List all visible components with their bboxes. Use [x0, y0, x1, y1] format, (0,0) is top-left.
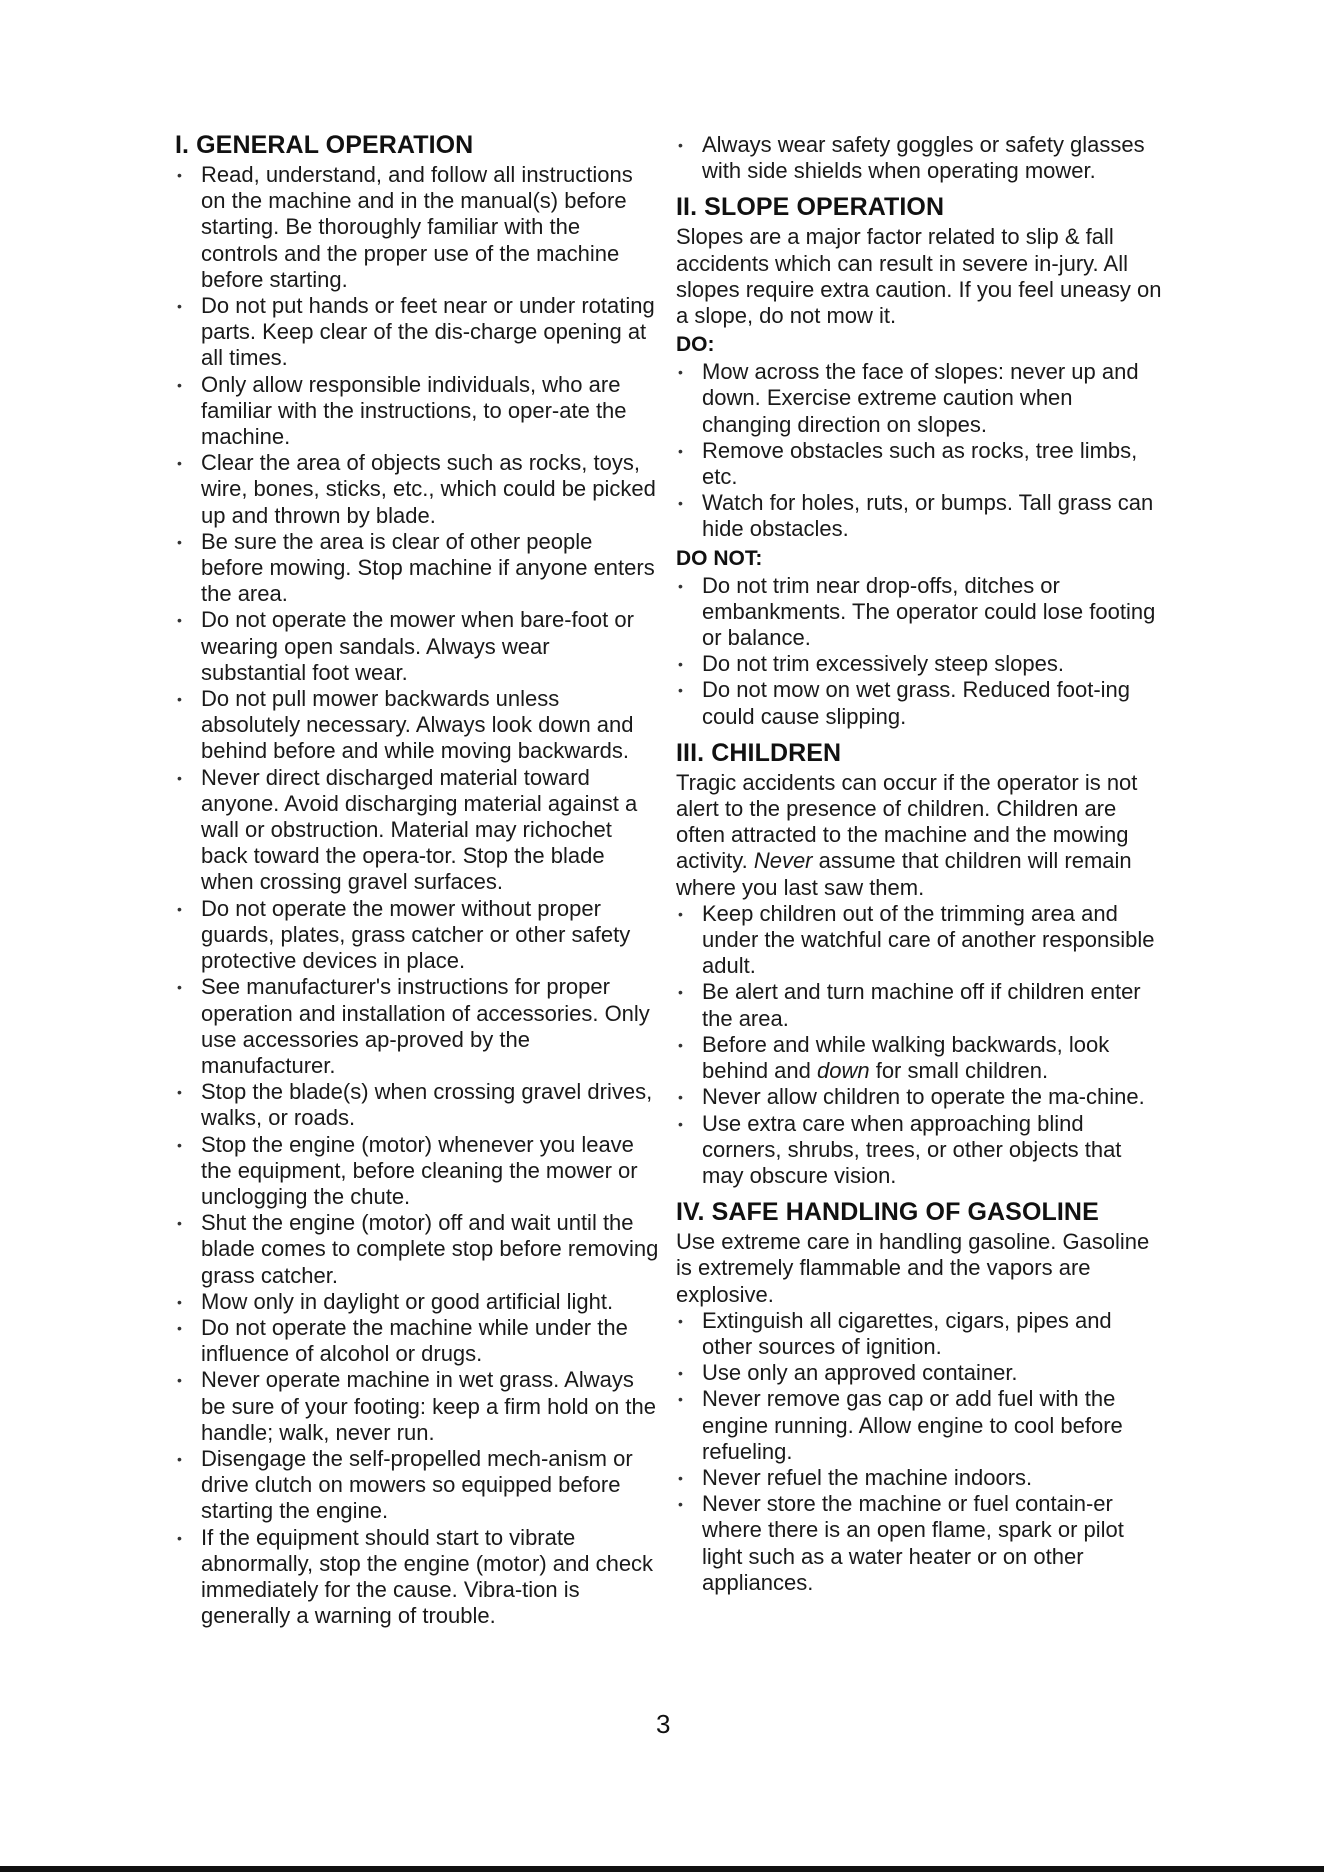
list-item: • Always wear safety goggles or safety glasses with side shields when operating mower.: [676, 132, 1162, 184]
section-heading-children: III. CHILDREN: [676, 738, 842, 767]
list-item: • Stop the blade(s) when crossing gravel drives, walks, or roads.: [175, 1079, 660, 1131]
list-item: • Never store the machine or fuel contain-er where there is an open flame, spark or pilot light such as a water heater or on other appliances.: [676, 1491, 1162, 1596]
section-heading-slope-operation: II. SLOPE OPERATION: [676, 193, 945, 222]
children-intro-text-end: assume that children will remain where you last saw them.: [676, 848, 1132, 900]
children-intro-emphasis: Never: [753, 848, 813, 874]
subheading-do-not: DO NOT:: [676, 546, 763, 570]
gasoline-intro: Use extreme care in handling gasoline. Gasoline is extremely flammable and the vapors are explosive.: [676, 1229, 1150, 1307]
page-number: 3: [656, 1709, 671, 1739]
list-item: • Read, understand, and follow all instructions on the machine and in the manual(s) before starting. Be thoroughly familiar with the controls and the proper use of the machine before starting.: [175, 162, 660, 293]
list-item: • Never allow children to operate the ma-chine.: [676, 1084, 1162, 1110]
slope-intro: Slopes are a major factor related to slip & fall accidents which can result in severe in-jury. All slopes require extra caution. If you feel uneasy on a slope, do not mow it.: [676, 224, 1162, 329]
subheading-do: DO:: [676, 333, 715, 357]
list-item: • Watch for holes, ruts, or bumps. Tall grass can hide obstacles.: [676, 490, 1162, 542]
list-item: • Extinguish all cigarettes, cigars, pipes and other sources of ignition.: [676, 1308, 1162, 1360]
list-item: • Use extra care when approaching blind corners, shrubs, trees, or other objects that may obscure vision.: [676, 1111, 1162, 1190]
list-item: • Mow only in daylight or good artificial light.: [175, 1289, 660, 1315]
slope-do-not-list: [676, 573, 1162, 730]
right-column: [676, 132, 1162, 1596]
general-operation-list: [175, 162, 660, 1629]
list-item: • Do not trim near drop-offs, ditches or embankments. The operator could lose footing or balance.: [676, 573, 1162, 652]
list-item: • Stop the engine (motor) whenever you leave the equipment, before cleaning the mower or unclogging the chute.: [175, 1132, 660, 1211]
slope-do-list: [676, 359, 1162, 542]
left-column: [175, 130, 660, 1629]
list-item-text-end: for small children.: [869, 1058, 1049, 1084]
list-item: • Keep children out of the trimming area and under the watchful care of another responsible adult.: [676, 901, 1162, 980]
general-operation-continued-list: [676, 132, 1162, 184]
list-item: • Do not trim excessively steep slopes.: [676, 651, 1162, 677]
list-item: • Do not operate the machine while under the influence of alcohol or drugs.: [175, 1315, 660, 1367]
list-item: • Remove obstacles such as rocks, tree limbs, etc.: [676, 438, 1162, 490]
list-item-text: Before and while walking backwards, look behind and: [702, 1031, 1110, 1084]
list-item-emphasis: down: [817, 1058, 870, 1084]
list-item: • Only allow responsible individuals, who are familiar with the instructions, to oper-ate the machine.: [175, 372, 660, 451]
bottom-rule: [0, 1866, 1324, 1872]
list-item: • Never refuel the machine indoors.: [676, 1465, 1162, 1491]
list-item: • Clear the area of objects such as rocks, toys, wire, bones, sticks, etc., which could be picked up and thrown by blade.: [175, 450, 660, 529]
list-item: • Do not operate the mower without proper guards, plates, grass catcher or other safety protective devices in place.: [175, 896, 660, 975]
list-item: [676, 1032, 1162, 1084]
gasoline-list: [676, 1308, 1162, 1596]
list-item: • Mow across the face of slopes: never up and down. Exercise extreme caution when changing direction on slopes.: [676, 359, 1162, 438]
section-heading-gasoline: IV. SAFE HANDLING OF GASOLINE: [676, 1198, 1099, 1227]
children-intro-text: Tragic accidents can occur if the operator is not alert to the presence of children. Children are often attracted to the machine and the mowing activity.: [676, 769, 1138, 874]
list-item: • Never operate machine in wet grass. Always be sure of your footing: keep a firm hold on the handle; walk, never run.: [175, 1367, 660, 1446]
list-item: • Shut the engine (motor) off and wait until the blade comes to complete stop before removing grass catcher.: [175, 1210, 660, 1289]
children-list: [676, 901, 1162, 1189]
list-item: • Never remove gas cap or add fuel with the engine running. Allow engine to cool before refueling.: [676, 1386, 1162, 1465]
list-item: • Never direct discharged material toward anyone. Avoid discharging material against a wall or obstruction. Material may richochet back toward the opera-tor. Stop the blade when crossing gravel surfaces.: [175, 765, 660, 896]
children-intro: [676, 770, 1162, 901]
list-item: • Do not mow on wet grass. Reduced foot-ing could cause slipping.: [676, 677, 1162, 729]
list-item: • Do not put hands or feet near or under rotating parts. Keep clear of the dis-charge opening at all times.: [175, 293, 660, 372]
section-heading-general-operation: I. GENERAL OPERATION: [175, 131, 474, 159]
list-item: • Disengage the self-propelled mech-anism or drive clutch on mowers so equipped before starting the engine.: [175, 1446, 660, 1525]
list-item: • Be sure the area is clear of other people before mowing. Stop machine if anyone enters the area.: [175, 529, 660, 608]
list-item: • Use only an approved container.: [676, 1360, 1162, 1386]
list-item: • Do not operate the mower when bare-foot or wearing open sandals. Always wear substantial foot wear.: [175, 607, 660, 686]
list-item: • Do not pull mower backwards unless absolutely necessary. Always look down and behind before and while moving backwards.: [175, 686, 660, 765]
list-item: • Be alert and turn machine off if children enter the area.: [676, 979, 1162, 1031]
list-item: • See manufacturer's instructions for proper operation and installation of accessories. Only use accessories ap-proved by the manufacturer.: [175, 974, 660, 1079]
list-item: • If the equipment should start to vibrate abnormally, stop the engine (motor) and check immediately for the cause. Vibra-tion is generally a warning of trouble.: [175, 1525, 660, 1630]
